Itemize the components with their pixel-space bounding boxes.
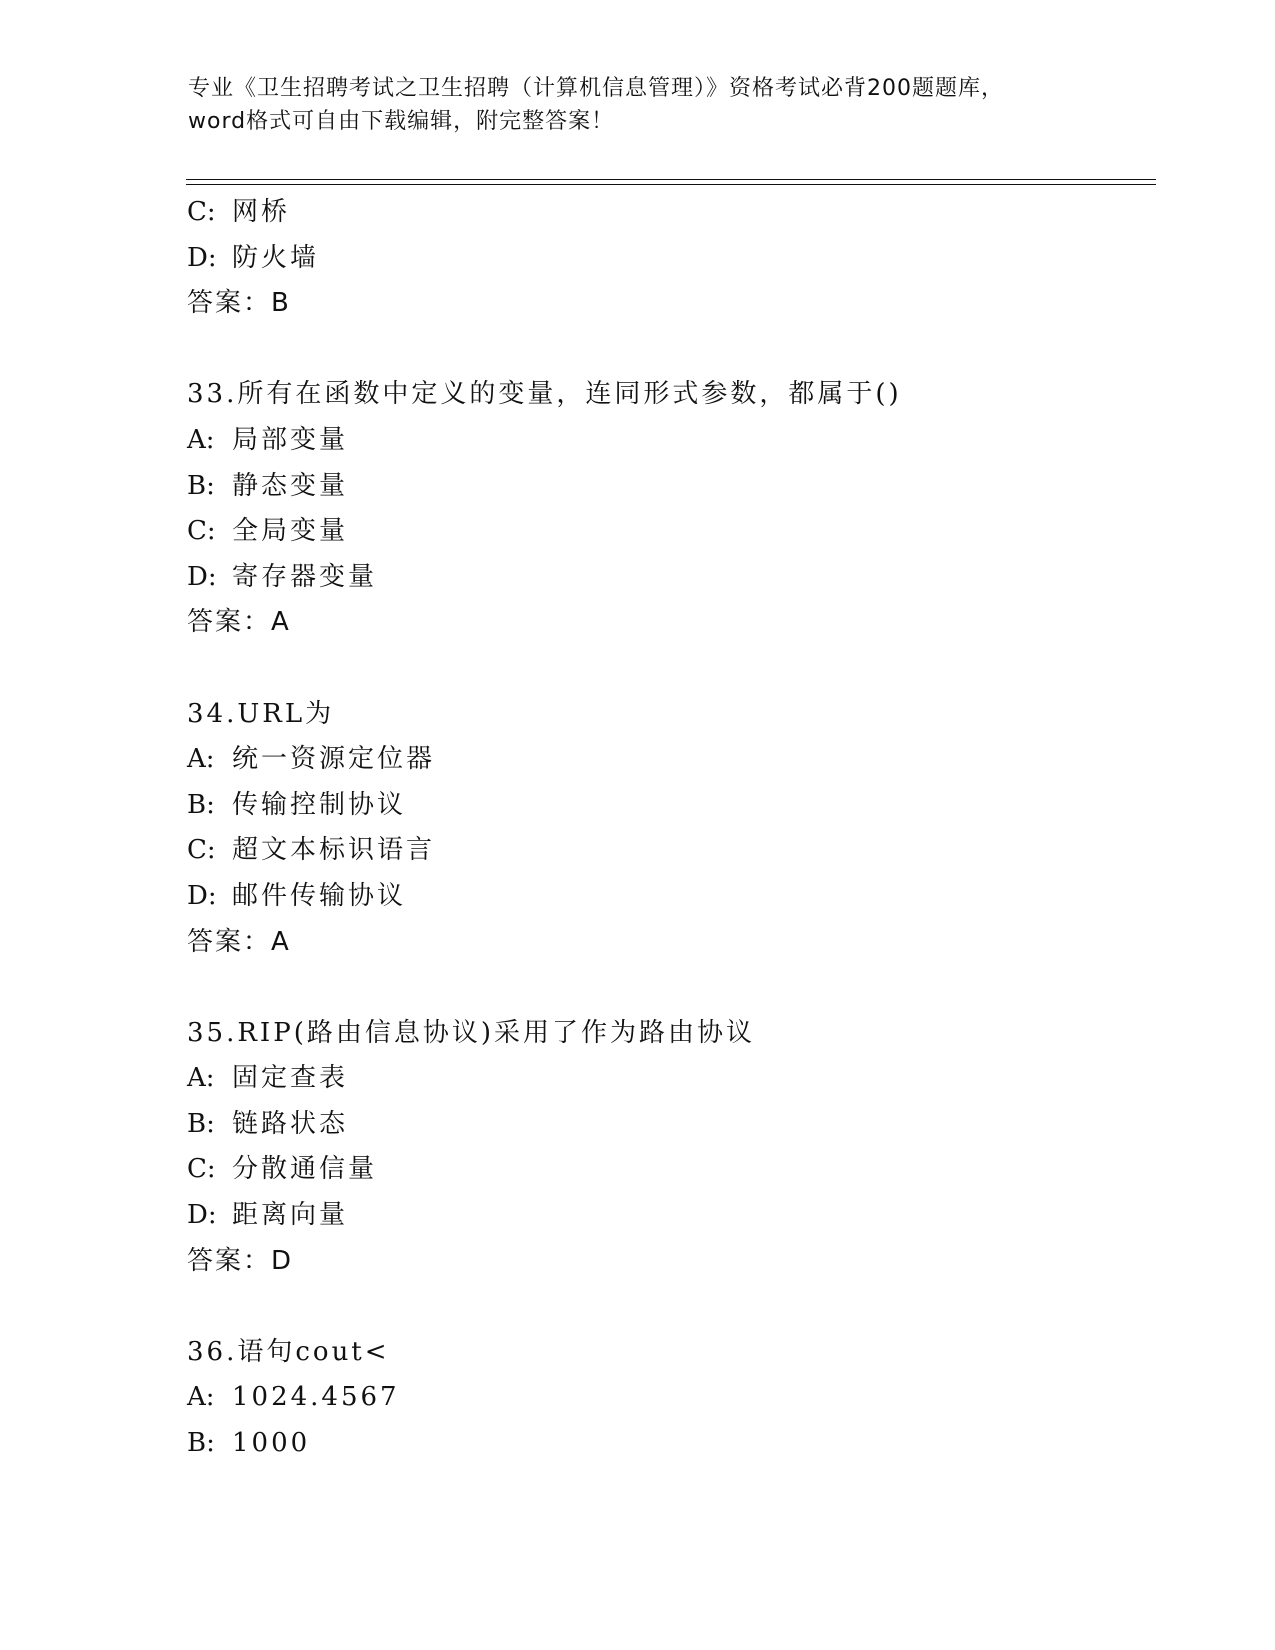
- option-a: [187, 418, 1167, 464]
- question-35: [187, 1011, 1167, 1285]
- option-text: 链路状态: [232, 1108, 349, 1139]
- option-b: [187, 1421, 1167, 1467]
- question-32-continued: [187, 190, 1167, 327]
- option-label: A:: [187, 744, 215, 775]
- option-a: [187, 737, 1167, 783]
- option-c: [187, 828, 1167, 874]
- option-c: [187, 509, 1167, 555]
- option-text: 分散通信量: [232, 1154, 378, 1185]
- option-label: A:: [187, 1382, 215, 1413]
- option-label: A:: [187, 424, 215, 455]
- option-text: 固定查表: [232, 1063, 349, 1094]
- option-label: D:: [187, 561, 217, 592]
- option-label: B:: [187, 470, 215, 501]
- option-label: D:: [187, 1200, 217, 1231]
- option-d: [187, 1193, 1167, 1239]
- question-36: [187, 1330, 1167, 1467]
- answer-line: 答案：B: [187, 288, 291, 319]
- question-list: [187, 190, 1167, 1467]
- question-spacer: [187, 965, 1167, 1011]
- header-divider-bottom: [186, 184, 1156, 185]
- option-label: B:: [187, 1428, 215, 1459]
- option-a: [187, 1375, 1167, 1421]
- answer-line: 答案：A: [187, 607, 291, 638]
- option-label: C:: [187, 197, 216, 227]
- option-d: [187, 555, 1167, 601]
- option-label: C:: [187, 516, 216, 547]
- option-label: D:: [187, 880, 217, 911]
- option-d: [187, 236, 1167, 282]
- option-label: B:: [187, 789, 215, 820]
- question-stem: 33.所有在函数中定义的变量，连同形式参数，都属于(): [187, 379, 902, 410]
- question-spacer: [187, 646, 1167, 692]
- option-text: 静态变量: [232, 470, 349, 501]
- option-text: 全局变量: [232, 516, 349, 547]
- option-text: 寄存器变量: [232, 561, 378, 592]
- question-spacer: [187, 1284, 1167, 1330]
- question-spacer: [187, 327, 1167, 373]
- option-label: D:: [187, 242, 217, 273]
- option-c: [187, 1147, 1167, 1193]
- option-text: 传输控制协议: [232, 789, 407, 820]
- header-divider-top: [186, 179, 1156, 180]
- option-text: 超文本标识语言: [232, 835, 436, 866]
- header-title-line-1: 专业《卫生招聘考试之卫生招聘（计算机信息管理）》资格考试必背200题题库，: [188, 76, 1004, 101]
- option-c: [187, 190, 1167, 236]
- question-stem: 34.URL为: [187, 698, 335, 729]
- option-text: 局部变量: [232, 424, 349, 455]
- option-text: 1024.4567: [232, 1382, 400, 1413]
- option-label: C:: [187, 1154, 216, 1185]
- header-title-line-2: word格式可自由下载编辑，附完整答案！: [188, 109, 615, 134]
- option-text: 距离向量: [232, 1200, 349, 1231]
- option-text: 邮件传输协议: [232, 880, 407, 911]
- option-b: [187, 464, 1167, 510]
- question-stem: 36.语句cout<: [187, 1336, 390, 1367]
- option-label: B:: [187, 1108, 215, 1139]
- option-b: [187, 1102, 1167, 1148]
- option-text: 网桥: [232, 197, 291, 227]
- question-stem: 35.RIP(路由信息协议)采用了作为路由协议: [187, 1017, 755, 1048]
- option-label: A:: [187, 1063, 215, 1094]
- answer-line: 答案：A: [187, 926, 291, 957]
- option-text: 防火墙: [232, 242, 320, 273]
- question-34: [187, 692, 1167, 966]
- option-text: 1000: [232, 1428, 311, 1459]
- option-b: [187, 783, 1167, 829]
- question-33: [187, 372, 1167, 646]
- option-d: [187, 874, 1167, 920]
- option-text: 统一资源定位器: [232, 744, 436, 775]
- option-label: C:: [187, 835, 216, 866]
- answer-line: 答案：D: [187, 1245, 294, 1276]
- option-a: [187, 1056, 1167, 1102]
- document-header: [188, 72, 1088, 138]
